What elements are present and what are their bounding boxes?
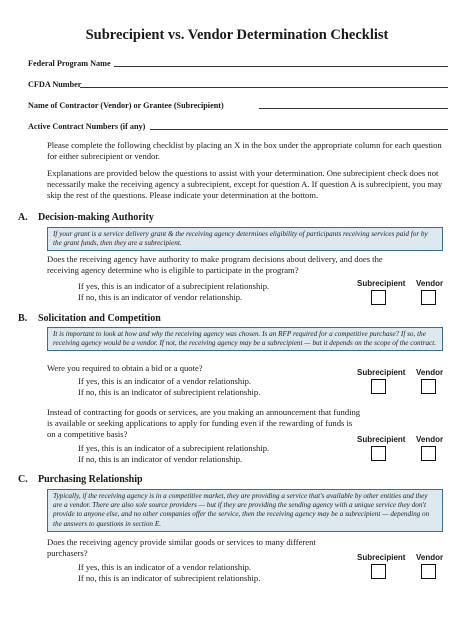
column-header-vendor: Vendor [416, 279, 444, 288]
section-a-title: Decision-making Authority [38, 212, 154, 223]
column-header-subrecipient: Subrecipient [357, 553, 406, 562]
contract-numbers-label: Active Contract Numbers (if any) [28, 122, 146, 131]
intro-paragraph-2: Explanations are provided below the questions to assist with your determination. One subrecipient check does not necessarily make the receiving agency a subrecipient, except for question A. If question A is subrecipient, you may skip the rest of the questions. Please indicate your determination at the bottom. [47, 168, 443, 200]
section-b-title: Solicitation and Competition [38, 313, 161, 324]
federal-program-name-label: Federal Program Name [28, 59, 111, 68]
question-a1-if-yes: If yes, this is an indicator of a subrecipient relationship. [78, 281, 270, 291]
question-c1-text: Does the receiving agency provide similar goods or services to many different purchasers? [47, 537, 316, 558]
federal-program-name-field[interactable] [114, 66, 448, 67]
column-header-vendor: Vendor [416, 368, 444, 377]
question-b1-vendor-checkbox[interactable] [421, 379, 436, 394]
section-a-note: If your grant is a service delivery grant & the receiving agency determines eligibility of participants receiving services paid for by the grant funds, then they are a subrecipient. [47, 227, 443, 251]
question-b1-text: Were you required to obtain a bid or a quote? [47, 363, 203, 373]
section-a-heading [18, 212, 154, 223]
question-b2-subrecipient-checkbox[interactable] [371, 446, 386, 461]
question-b2-vendor-checkbox[interactable] [421, 446, 436, 461]
section-c-title: Purchasing Relationship [38, 474, 143, 485]
cfda-number-label: CFDA Number [28, 80, 82, 89]
question-a1-if-no: If no, this is an indicator of vendor relationship. [78, 292, 243, 302]
contractor-name-field[interactable] [259, 108, 448, 109]
question-c1-subrecipient-checkbox[interactable] [371, 564, 386, 579]
section-b-letter: B. [18, 313, 28, 324]
question-c1-if-yes: If yes, this is an indicator of a vendor relationship. [78, 562, 252, 572]
column-header-subrecipient: Subrecipient [357, 435, 406, 444]
column-header-subrecipient: Subrecipient [357, 279, 406, 288]
contractor-name-label: Name of Contractor (Vendor) or Grantee (Subrecipient) [28, 101, 224, 110]
page-title: Subrecipient vs. Vendor Determination Checklist [85, 27, 389, 43]
question-c1-vendor-checkbox[interactable] [421, 564, 436, 579]
column-header-subrecipient: Subrecipient [357, 368, 406, 377]
question-b1-if-yes: If yes, this is an indicator of a vendor relationship. [78, 376, 252, 386]
question-b2-if-yes: If yes, this is an indicator of a subrecipient relationship. [78, 443, 270, 453]
question-a1-subrecipient-checkbox[interactable] [371, 290, 386, 305]
contract-numbers-field[interactable] [150, 129, 448, 130]
section-b-heading [18, 313, 161, 324]
intro-paragraph-1: Please complete the following checklist by placing an X in the box under the appropriate column for each question for either subrecipient or vendor. [47, 140, 442, 161]
question-b2-if-no: If no, this is an indicator of vendor relationship. [78, 454, 243, 464]
column-header-vendor: Vendor [416, 435, 444, 444]
section-c-heading [18, 474, 143, 485]
question-b2-text: Instead of contracting for goods or services, are you making an announcement that funding is available or seeking applications to apply for funding even if the rewarding of funds is on a competitive basis? [47, 407, 361, 439]
question-b1-subrecipient-checkbox[interactable] [371, 379, 386, 394]
cfda-number-field[interactable] [80, 87, 448, 88]
section-a-letter: A. [18, 212, 28, 223]
question-a1-vendor-checkbox[interactable] [421, 290, 436, 305]
question-a1-text: Does the receiving agency have authority to make program decisions about delivery, and does the receiving agency determine who is eligible to participate in the program? [47, 254, 383, 275]
section-c-letter: C. [18, 474, 28, 485]
section-c-note: Typically, if the receiving agency is in a competitive market, they are providing a service that's available by other entities and they are a vendor. There are also sole source providers — but if they are providing the sending agency with a unique service they don't provide to anyone else, and no other companies offer the service, then the receiving agency may be a subrecipient — depending on the answers to questions in section E. [47, 489, 443, 532]
section-b-note: It is important to look at how and why the receiving agency was chosen. Is an RFP required for a competitive purchase? If so, the receiving agency would be a vendor. If not, the receiving agency may be a subrecipient — but it depends on the scope of the contract. [47, 327, 443, 351]
question-b1-if-no: If no, this is an indicator of subrecipient relationship. [78, 387, 261, 397]
column-header-vendor: Vendor [416, 553, 444, 562]
question-c1-if-no: If no, this is an indicator of subrecipient relationship. [78, 573, 261, 583]
